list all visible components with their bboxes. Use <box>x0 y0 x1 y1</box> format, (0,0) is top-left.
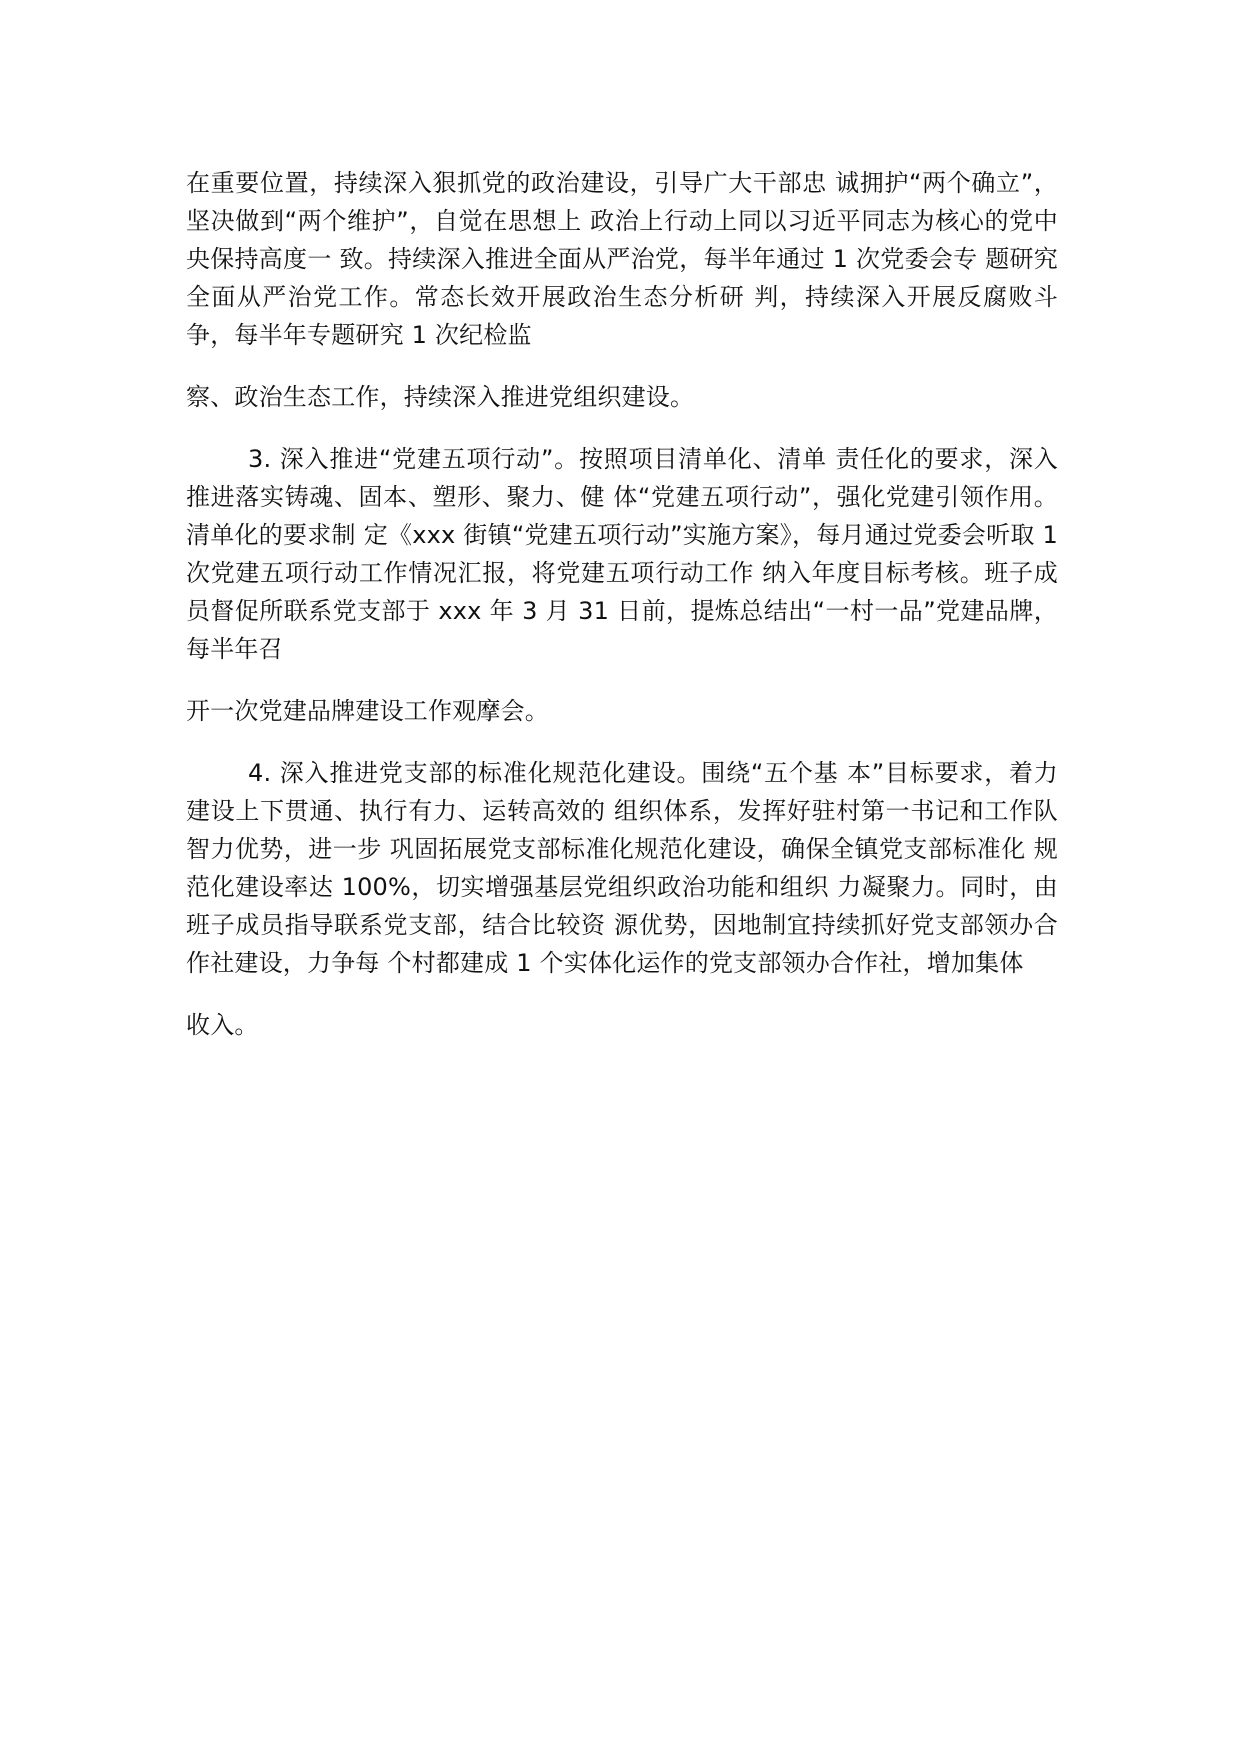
paragraph-1: 在重要位置，持续深入狠抓党的政治建设，引导广大干部忠 诚拥护“两个确立”，坚决做到“两个维护”，自觉在思想上 政治上行动上同以习近平同志为核心的党中央保持高度一 致。持续深入推进全面从严治党，每半年通过 1 次党委会专 题研究全面从严治党工作。常态长效开展政治生态分析研 判，持续深入开展反腐败斗争，每半年专题研究 1 次纪检监 <box>186 169 1058 349</box>
paragraph-5: 4. 深入推进党支部的标准化规范化建设。围绕“五个基 本”目标要求，着力建设上下贯通、执行有力、运转高效的 组织体系，发挥好驻村第一书记和工作队智力优势，进一步 巩固拓展党支部标准化规范化建设，确保全镇党支部标准化 规范化建设率达 100%，切实增强基层党组织政治功能和组织 力凝聚力。同时，由班子成员指导联系党支部，结合比较资 源优势，因地制宜持续抓好党支部领办合作社建设，力争每 个村都建成 1 个实体化运作的党支部领办合作社，增加集体 <box>186 759 1058 977</box>
paragraph-4: 开一次党建品牌建设工作观摩会。 <box>186 697 549 725</box>
paragraph-3: 3. 深入推进“党建五项行动”。按照项目清单化、清单 责任化的要求，深入推进落实铸魂、固本、塑形、聚力、健 体“党建五项行动”，强化党建引领作用。清单化的要求制 定《xxx 街镇“党建五项行动”实施方案》，每月通过党委会听取 1 次党建五项行动工作情况汇报，将党建五项行动工作 纳入年度目标考核。班子成员督促所联系党支部于 xxx 年 3 月 31 日前，提炼总结出“一村一品”党建品牌，每半年召 <box>186 445 1058 663</box>
document-body <box>186 164 1058 1044</box>
paragraph-2: 察、政治生态工作，持续深入推进党组织建设。 <box>186 383 695 411</box>
paragraph-6: 收入。 <box>186 1011 259 1039</box>
